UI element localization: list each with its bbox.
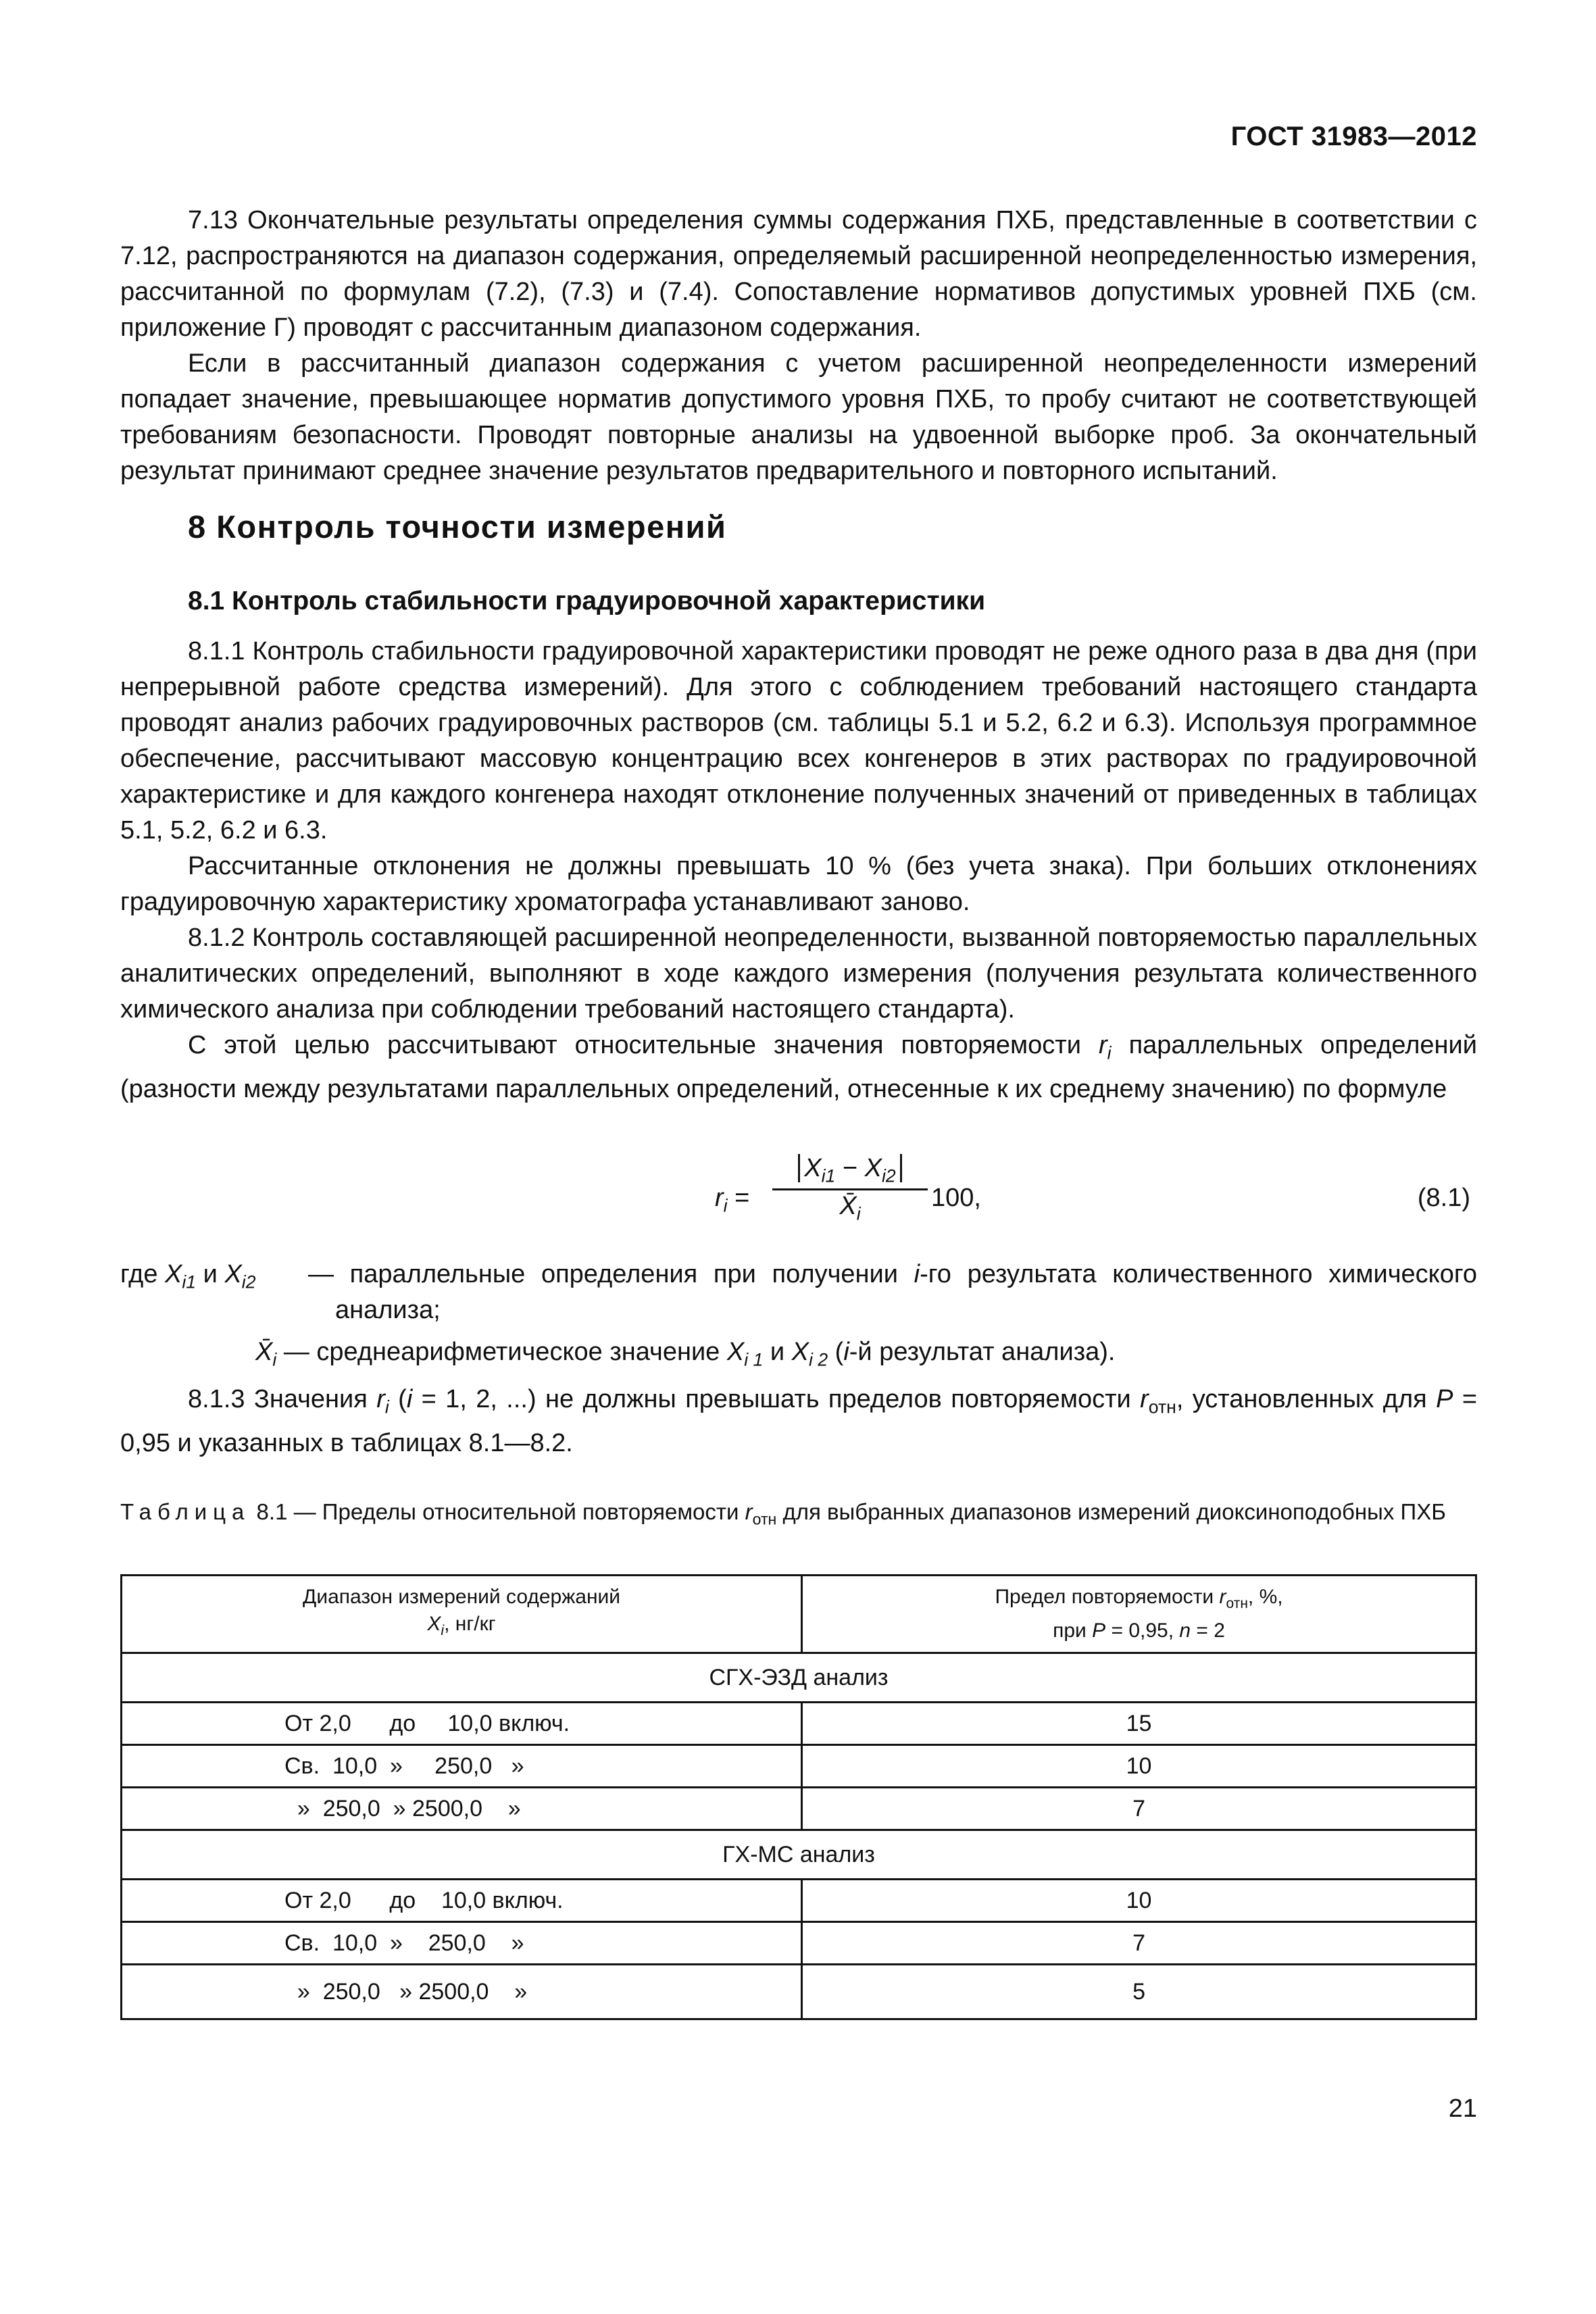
table-row [122,1922,1476,1965]
value-cell: 15 [802,1703,1476,1745]
paragraph: Рассчитанные отклонения не должны превышать 10 % (без учета знака). При больших отклонениях градуировочную характеристику хроматографа устанавливают заново. [120,852,1477,916]
fraction-bar [772,1188,928,1190]
paragraph: 8.1.3 Значения $r_i$ (i = 1, 2, ...) не должны превышать пределов повторяемости $r_{отн}$, установленных для P = 0,95 и указанных в таблицах 8.1—8.2. [120,1385,1478,1457]
table-header-range: Диапазон измерений содержаний $X_i$, нг/кг [122,1576,802,1653]
document-header: ГОСТ 31983—2012 [1230,122,1477,151]
page-number: 21 [1448,2094,1477,2123]
table-row [122,1788,1476,1830]
formula-numerator: $X_{i1} - X_{i2}$ [772,1154,928,1187]
table-group-row [122,1653,1476,1703]
clause-8-1-1 [120,634,1477,1107]
value-cell: 7 [802,1922,1476,1965]
formula-number: (8.1) [1417,1184,1470,1212]
paragraph: 8.1.1 Контроль стабильности градуировочной характеристики проводят не реже одного раза в два дня (при непрерывной работе средства измерений). Для этого с соблюдением требований настоящего стандарта проводят анализ рабочих градуировочных растворов (см. таблицы 5.1 и 5.2, 6.2 и 6.3). Используя программное обеспечение, рассчитывают массовую концентрацию всех конгенеров в этих растворах по градуировочной характеристике и для каждого конгенера находят отклонение полученных значений от приведенных в таблицах 5.1, 5.2, 6.2 и 6.3. [120,637,1477,845]
paragraph: 8.1.2 Контроль составляющей расширенной неопределенности, вызванной повторяемостью параллельных аналитических определений, выполняют в ходе каждого измерения (получения результата количественного химического анализа при соблюдении требований настоящего стандарта). [120,924,1477,1024]
range-cell: Св. 10,0 » 250,0 » [122,1922,802,1965]
table-row [122,1745,1476,1788]
formula-8-1 [120,1149,1477,1263]
legend-symbols-1: где $X_{i1}$ и $X_{i2}$ [120,1260,256,1292]
paragraph-ri: С этой целью рассчитывают относительные значения повторяемости $r_i$ параллельных определений (разности между результатами параллельных определений, отнесенные к их среднему значению) по формуле [120,1031,1477,1103]
paragraph: Если в рассчитанный диапазон содержания с учетом расширенной неопределенности измерений попадает значение, превышающее норматив допустимого уровня ПХБ, то пробу считают не соответствующей требованиям безопасности. Проводят повторные анализы на удвоенной выборке проб. За окончательный результат принимают среднее значение результатов предварительного и повторного испытаний. [120,349,1477,485]
group-title: ГХ-МС анализ [122,1830,1476,1880]
range-cell: » 250,0 » 2500,0 » [122,1965,802,2019]
clause-7-13 [120,203,1477,489]
paragraph: 7.13 Окончательные результаты определения суммы содержания ПХБ, представленные в соответствии с 7.12, распространяются на диапазон содержания, определяемый расширенной неопределенностью измерения, рассчитанной по формулам (7.2), (7.3) и (7.4). Сопоставление нормативов допустимых уровней ПХБ (см. приложение Г) проводят с рассчитанным диапазоном содержания. [120,206,1477,342]
table-caption: Таблица 8.1 — Пределы относительной повторяемости $r_{отн}$ для выбранных диапазонов измерений диоксиноподобных ПХБ [120,1499,1446,1528]
legend-line-2: $X̄_i$ — среднеарифметическое значение $X_{i 1}$ и $X_{i 2}$ (i-й результат анализа). [255,1338,1116,1370]
table-row [122,1703,1476,1745]
value-cell: 10 [802,1745,1476,1788]
value-cell: 7 [802,1788,1476,1830]
group-title: СГХ-ЭЗД анализ [122,1653,1476,1703]
range-cell: От 2,0 до 10,0 включ. [122,1703,802,1745]
table-header-row [122,1576,1476,1653]
repeatability-table [120,1574,1477,2020]
table-row [122,1965,1476,2019]
formula-lhs: $r_i$ = [715,1184,750,1216]
section-heading: 8 Контроль точности измерений [188,509,727,545]
formula-denominator: $X̄_i$ [839,1191,861,1224]
formula-fraction [772,1154,928,1224]
clause-8-1-3 [120,1382,1477,1461]
range-cell: » 250,0 » 2500,0 » [122,1788,802,1830]
subsection-heading: 8.1 Контроль стабильности градуировочной характеристики [188,586,986,615]
range-cell: От 2,0 до 10,0 включ. [122,1880,802,1922]
legend-text-1: — параллельные определения при получении i-го результата количественного химического анализа; [308,1260,1477,1324]
table-header-limit: Предел повторяемости $r_{отн}$, %, при P = 0,95, n = 2 [802,1576,1476,1653]
value-cell: 10 [802,1880,1476,1922]
table-group-row [122,1830,1476,1880]
value-cell: 5 [802,1965,1476,2019]
table-row [122,1880,1476,1922]
formula-multiplier: 100, [931,1184,981,1212]
range-cell: Св. 10,0 » 250,0 » [122,1745,802,1788]
